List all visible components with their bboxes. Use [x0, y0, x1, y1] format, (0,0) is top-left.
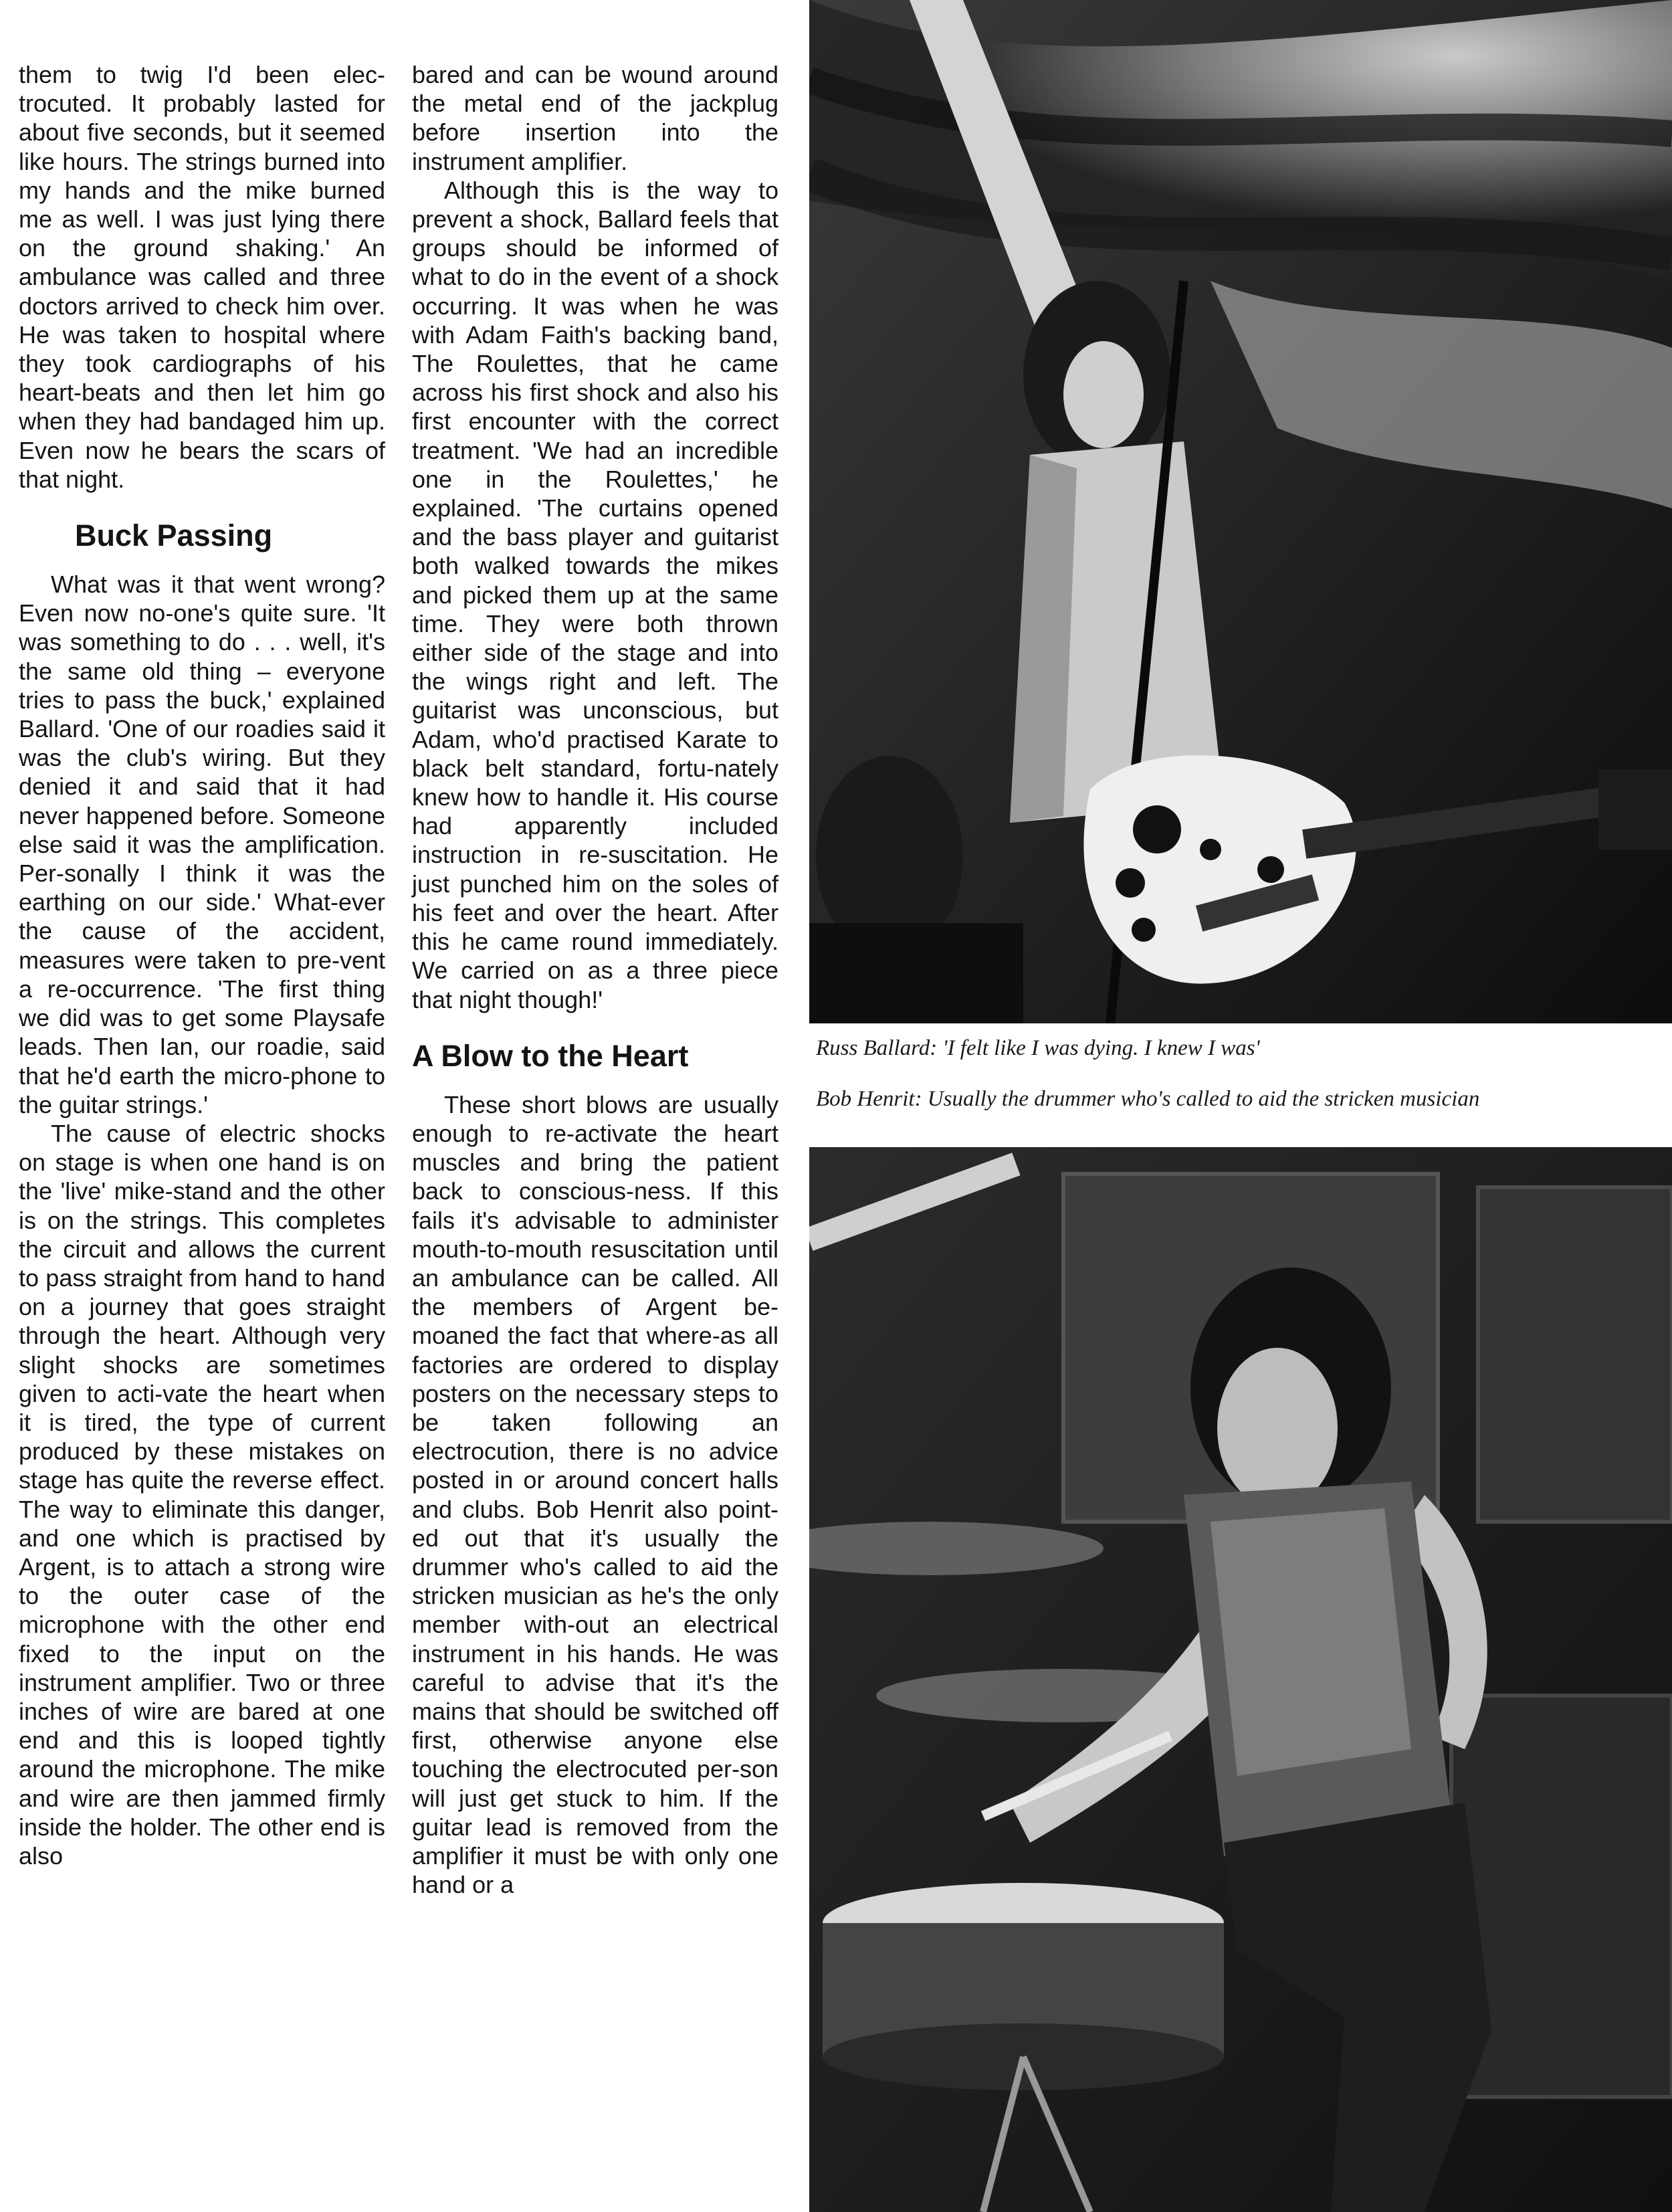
heading-blow-to-the-heart: A Blow to the Heart	[412, 1038, 689, 1073]
column1-paragraph-3: The cause of electric shocks on stage is when one hand is on the 'live' mike-stand and the other is on the strings. This completes the circuit and allows the current to pass straight from hand to hand on a journey that goes straight through the heart. Although very slight shocks are sometimes given to acti-vate the heart when it is tired, the type of current produced by these mistakes on stage has quite the reverse effect. The way to eliminate this danger, and one which is practised by Argent, is to attach a strong wire to the outer case of the microphone with the other end fixed to the input on the instrument amplifier. Two or three inches of wire are bared at one end and this is looped tightly around the microphone. The mike and wire are then jammed firmly inside the holder. The other end is also	[19, 1119, 385, 1870]
column1-paragraph-2: What was it that went wrong? Even now no-one's quite sure. 'It was something to do . . . well, it's the same old thing – everyone tries to pass the buck,' explained Ballard. 'One of our roadies said it was the club's wiring. But they denied it and said that it had never happened before. Someone else said it was the amplification. Per-sonally I think it was the earthing on our side.' What-ever the cause of the accident, measures were taken to pre-vent a re-occurrence. 'The first thing we did was to get some Playsafe leads. Then Ian, our roadie, said that he'd earth the micro-phone to the guitar strings.'	[19, 571, 385, 1118]
heading-buck-passing: Buck Passing	[75, 518, 273, 553]
photo-bob-henrit	[809, 1147, 1672, 2212]
column1-intro-paragraph: them to twig I'd been elec-trocuted. It probably lasted for about five seconds, but it seemed like hours. The strings burned into my hands and the mike burned me as well. I was just lying there on the ground shaking.' An ambulance was called and three doctors arrived to check him over. He was taken to hospital where they took cardiographs of his heart-beats and then let him go when they had bandaged him up. Even now he bears the scars of that night.	[19, 61, 385, 493]
article-column-2	[412, 60, 778, 1899]
column2-paragraph-3: These short blows are usually enough to re-activate the heart muscles and bring the patient back to conscious-ness. If this fails it's advisable to administer mouth-to-mouth resuscitation until an ambulance can be called. All the members of Argent be-moaned the fact that where-as all factories are ordered to display posters on the necessary steps to be taken following an electrocution, there is no advice posted in or around concert halls and clubs. Bob Henrit also point-ed out that it's usually the drummer who's called to aid the stricken musician as he's the only member with-out an electrical instrument in his hands. He was careful to advise that it's the mains that should be switched off first, otherwise anyone else touching the electrocuted per-son will just get stuck to him. If the guitar lead is removed from the amplifier it must be with only one hand or a	[412, 1090, 778, 1899]
column2-intro-paragraph: bared and can be wound around the metal end of the jackplug before insertion into the instrument amplifier.	[412, 61, 778, 175]
photo-russ-ballard-image	[809, 0, 1672, 1023]
column2-paragraph-2: Although this is the way to prevent a shock, Ballard feels that groups should be informed of what to do in the event of a shock occurring. It was when he was with Adam Faith's backing band, The Roulettes, that he came across his first shock and also his first encounter with the correct treatment. 'We had an incredible one in the Roulettes,' he explained. 'The curtains opened and the bass player and guitarist both walked towards the mikes and picked them up at the same time. They were both thrown either side of the stage and into the wings right and left. The guitarist was unconscious, but Adam, who'd practised Karate to black belt standard, fortu-nately knew how to handle it. His course had apparently included instruction in re-suscitation. He just punched him on the soles of his feet and over the heart. After this he came round immediately. We carried on as a three piece that night though!'	[412, 176, 778, 1013]
caption-photo-2: Bob Henrit: Usually the drummer who's called to aid the stricken musician	[816, 1087, 1480, 1111]
caption-photo-1: Russ Ballard: 'I felt like I was dying. I knew I was'	[816, 1036, 1260, 1060]
photo-russ-ballard	[809, 0, 1672, 1023]
article-column-1	[19, 60, 385, 1870]
photo-bob-henrit-image	[809, 1147, 1672, 2212]
